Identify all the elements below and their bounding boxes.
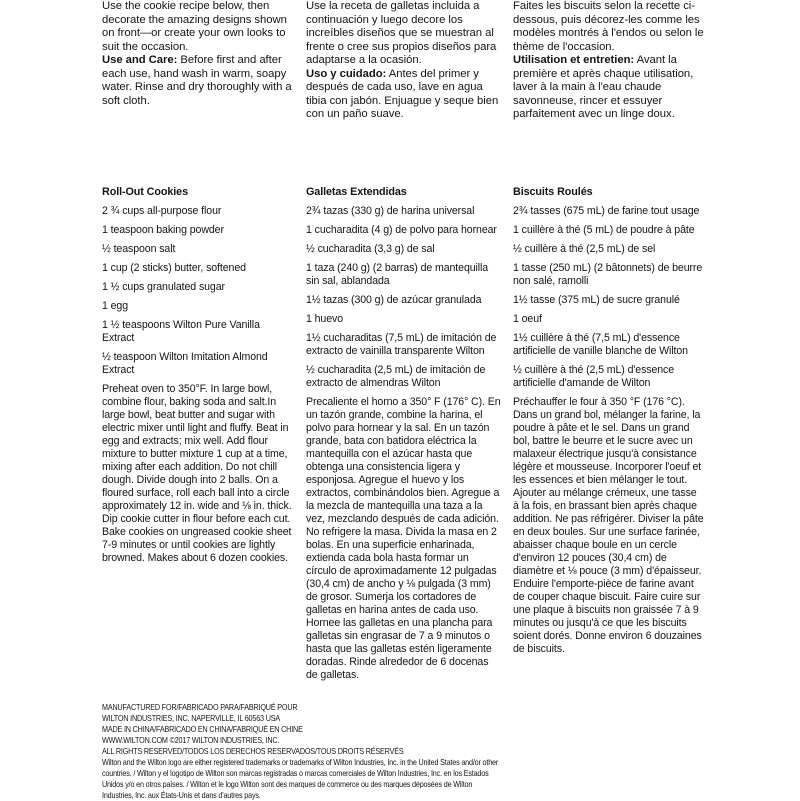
care-text: Avant la première et après chaque utilisation, laver à la main à l'eau chaude savonneuse, rincer et essuyer parfaitement avec un linge doux. xyxy=(513,54,694,120)
footer-line: WILTON INDUSTRIES, INC. NAPERVILLE, IL 60563 USA xyxy=(102,713,281,723)
recipe-method: Precaliente el horno a 350° F (176° C). En un tazón grande, combine la harina, el polvo para hornear y la sal. En un tazón grande, bata con batidora eléctrica la mantequilla con el azúcar hasta que obtenga una consistencia ligera y esponjosa. Agregue el huevo y los extractos, combinándolos bien. Agregue a la mezcla de mantequilla una taza a la vez, mezclando después de cada adición. No refrigere la masa. Divida la masa en 2 bolas. En una superficie enharinada, extienda cada bola hasta formar un círculo de aproximadamente 12 pulgadas (30,4 cm) de ancho y ⅛ pulgada (3 mm) de grosor. Sumerja los cortadores de galletas en harina antes de cada uso. Hornee las galletas en una plancha para galletas sin engrasar de 7 a 9 minutos o hasta que las galletas estén ligeramente doradas. Rinde alrededor de 6 docenas de galletas. xyxy=(306,396,501,681)
ingredient: 1½ cucharaditas (7,5 mL) de imitación de extracto de vainilla transparente Wilton xyxy=(306,332,497,357)
spanish-recipe xyxy=(306,186,502,682)
ingredient: 1½ tasse (375 mL) de sucre granulé xyxy=(513,294,680,306)
ingredient: 1 ½ cups granulated sugar xyxy=(102,281,225,293)
english-intro xyxy=(102,0,294,108)
ingredient: 2¾ tasses (675 mL) de farine tout usage xyxy=(513,205,700,217)
ingredient: 1 ½ teaspoons Wilton Pure Vanilla Extract xyxy=(102,319,260,344)
ingredient: ½ teaspoon salt xyxy=(102,243,176,255)
ingredient: 1 cucharadita (4 g) de polvo para hornear xyxy=(306,224,497,236)
spanish-intro xyxy=(306,0,502,122)
ingredient: 1 cuillère à thé (5 mL) de poudre à pâte xyxy=(513,224,695,236)
ingredient: 1 huevo xyxy=(306,313,343,325)
recipe-method: Preheat oven to 350°F. In large bowl, combine flour, baking soda and salt.In large bowl, beat butter and sugar with electric mixer until light and fluffy. Beat in egg and extracts; mix well. Add flour mixture to butter mixture 1 cup at a time, mixing after each addition. Do not chill dough. Divide dough into 2 balls. On a floured surface, roll each ball into a circle approximately 12 in. wide and ⅛ in. thick. Dip cookie cutter in flour before each cut. Bake cookies on ungreased cookie sheet 7-9 minutes or until cookies are lightly browned. Makes about 6 dozen cookies. xyxy=(102,383,292,564)
ingredient: 1½ tazas (300 g) de azúcar granulada xyxy=(306,294,482,306)
french-recipe xyxy=(513,186,705,656)
spanish-column xyxy=(306,0,502,681)
ingredient: 1 tasse (250 mL) (2 bâtonnets) de beurre non salé, ramolli xyxy=(513,262,703,287)
ingredient: 1 egg xyxy=(102,300,129,312)
ingredient: 1 taza (240 g) (2 barras) de mantequilla sin sal, ablandada xyxy=(306,262,489,287)
french-column xyxy=(513,0,705,655)
trademark-notice: Wilton and the Wilton logo are either registered trademarks or trademarks of Wilton Industries, Inc. in the United States and/or other countries. / Wilton y el logotipo de Wilton son marcas registradas o marcas comerciales de Wilton Industries, Inc. en los Estados Unidos y/o en otros países. / Wilton et le logo Wilton sont des marques de commerce ou des marques déposées de Wilton Industries, Inc. aux États-Unis et dans d'autres pays. xyxy=(102,757,499,800)
care-text: Antes del primer y después de cada uso, lave en agua tibia con jabón. Enjuague y seque bien con un paño suave. xyxy=(306,67,499,120)
care-paragraph xyxy=(306,68,502,122)
ingredient: 1 oeuf xyxy=(513,313,542,325)
care-label: Utilisation et entretien: xyxy=(513,54,635,66)
intro-text: Use the cookie recipe below, then decorate the amazing designs shown on front—or create your own looks to suit the occasion. xyxy=(102,0,287,53)
footer-line: MANUFACTURED FOR/FABRICADO PARA/FABRIQUÉ POUR xyxy=(102,702,298,712)
intro-text: Use la receta de galletas incluida a continuación y luego decore los increíbles diseños que se muestran al frente o cree sus propios diseños para adaptarse a la ocasión. xyxy=(306,0,497,66)
ingredient: 1½ cuillère à thé (7,5 mL) d'essence artificielle de vanille blanche de Wilton xyxy=(513,332,688,357)
recipe-title: Galletas Extendidas xyxy=(306,186,407,198)
english-column xyxy=(102,0,294,564)
legal-footer xyxy=(102,702,502,801)
ingredient: ½ cucharadita (3,3 g) de sal xyxy=(306,243,435,255)
intro-text: Faites les biscuits selon la recette ci-dessous, puis décorez-les comme les modèles montrés à l'endos ou selon le thème de l'occasion. xyxy=(513,0,704,53)
ingredient: ½ teaspoon Wilton Imitation Almond Extract xyxy=(102,351,268,376)
ingredient: 2¾ tazas (330 g) de harina universal xyxy=(306,205,475,217)
ingredient: ½ cucharadita (2,5 mL) de imitación de extracto de almendras Wilton xyxy=(306,364,486,389)
ingredient: ½ cuillère à thé (2,5 mL) de sel xyxy=(513,243,656,255)
footer-line: ALL RIGHTS RESERVED/TODOS LOS DERECHOS RESERVADOS/TOUS DROITS RÉSERVÉS xyxy=(102,746,404,756)
ingredient: ½ cuillère à thé (2,5 mL) d'essence artificielle d'amande de Wilton xyxy=(513,364,675,389)
care-label: Use and Care: xyxy=(102,54,178,66)
ingredient: 1 cup (2 sticks) butter, softened xyxy=(102,262,246,274)
footer-line: WWW.WILTON.COM ©2017 WILTON INDUSTRIES, INC. xyxy=(102,735,280,745)
care-label: Uso y cuidado: xyxy=(306,67,387,80)
care-text: Before first and after each use, hand wash in warm, soapy water. Rinse and dry thoroughly with a soft cloth. xyxy=(102,54,292,107)
english-recipe xyxy=(102,186,294,565)
care-paragraph xyxy=(513,54,705,122)
recipe-title: Biscuits Roulés xyxy=(513,186,593,198)
ingredient: 1 teaspoon baking powder xyxy=(102,224,224,236)
recipe-method: Préchauffer le four à 350 °F (176 °C). Dans un grand bol, mélanger la farine, la poudre à pâte et le sel. Dans un grand bol, battre le beurre et le sucre avec un malaxeur électrique jusqu'à consistance légère et mousseuse. Incorporer l'oeuf et les essences et bien mélanger le tout. Ajouter au mélange crémeux, une tasse à la fois, en brassant bien après chaque addition. Ne pas réfrigérer. Diviser la pâte en deux boules. Sur une surface farinée, abaisser chaque boule en un cercle d'environ 12 pouces (30,4 cm) de diamètre et ⅛ pouce (3 mm) d'épaisseur. Enduire l'emporte-pièce de farine avant de couper chaque biscuit. Faire cuire sur une plaque à biscuits non graissée 7 à 9 minutes ou jusqu'à ce que les biscuits soient dorés. Donne environ 6 douzaines de biscuits. xyxy=(513,396,704,655)
footer-line: MADE IN CHINA/FABRICADO EN CHINA/FABRIQUÉ EN CHINE xyxy=(102,724,303,734)
recipe-title: Roll-Out Cookies xyxy=(102,186,188,198)
care-paragraph xyxy=(102,54,294,108)
french-intro xyxy=(513,0,705,122)
ingredient: 2 ¾ cups all-purpose flour xyxy=(102,205,222,217)
